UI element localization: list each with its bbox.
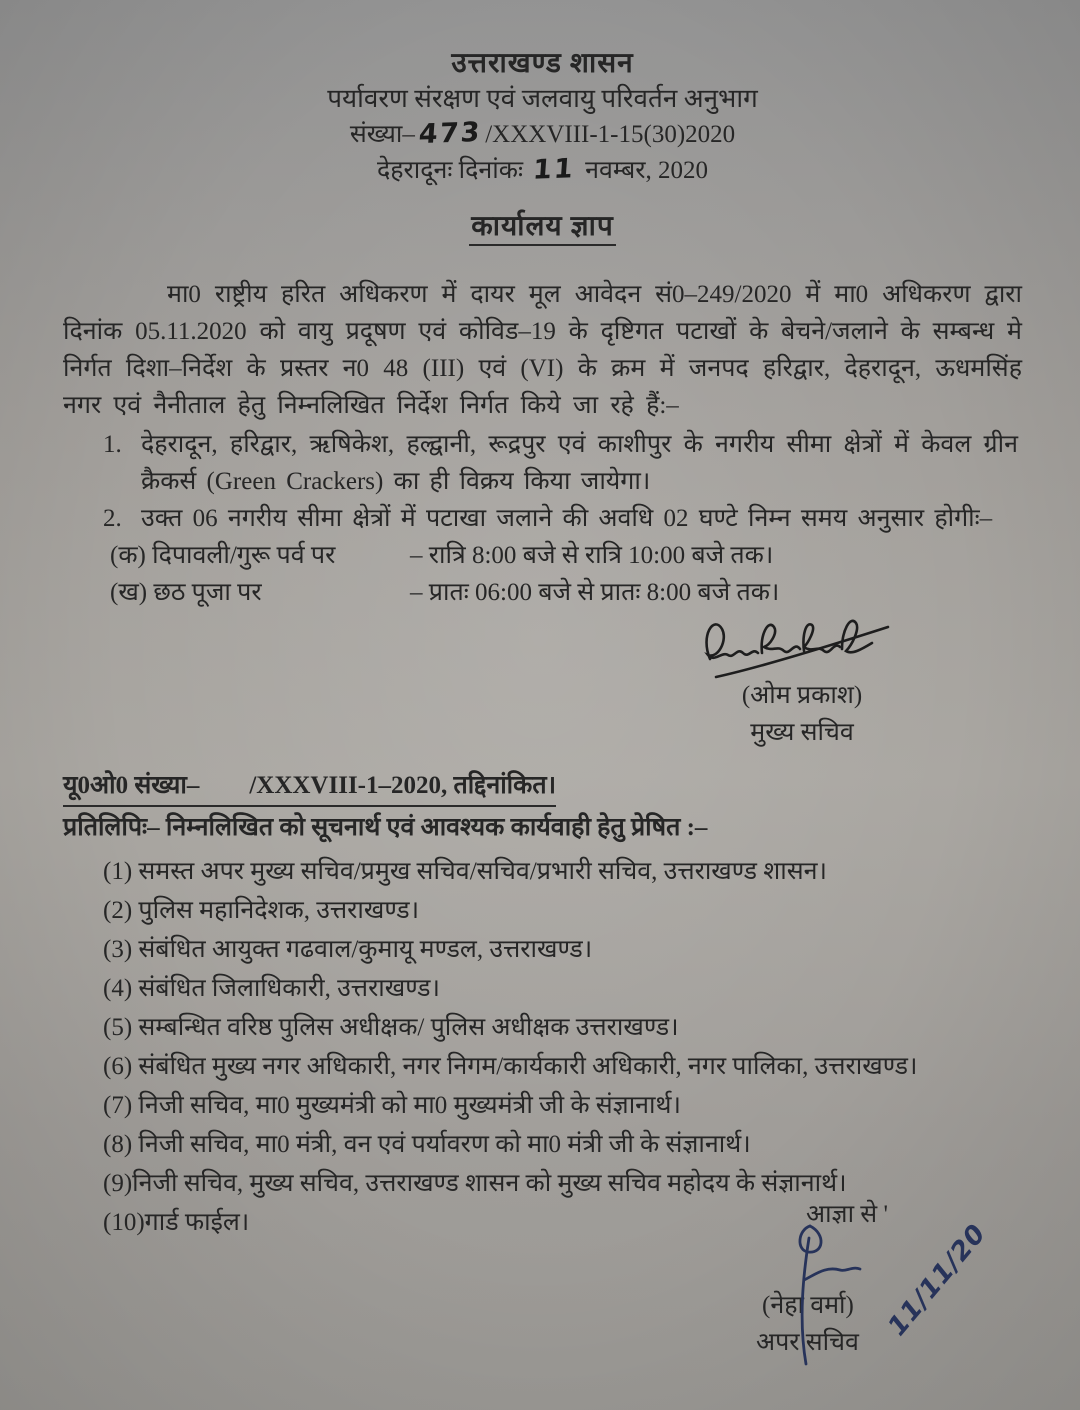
directive-item (103, 426, 1022, 500)
timing-value: – रात्रि 8:00 बजे से रात्रि 10:00 बजे तक। (410, 542, 774, 569)
by-order-text: आज्ञा से ' (806, 1201, 888, 1228)
signatory-designation: मुख्य सचिव (750, 719, 854, 746)
chief-secretary-signature-block (652, 605, 952, 751)
directive-list (103, 426, 1022, 537)
document-header (63, 46, 1022, 188)
government-name: उत्तराखण्ड शासन (451, 48, 634, 79)
copy-recipient: (6) संबंधित मुख्य नगर अधिकारी, नगर निगम/कार्यकारी अधिकारी, नगर पालिका, उत्तराखण्ड। (103, 1053, 918, 1080)
directive-text: उक्त 06 नगरीय सीमा क्षेत्रों में पटाखा जलाने की अवधि 02 घण्टे निम्न समय अनुसार होगीः– (141, 505, 993, 532)
handwritten-number: 473 (417, 116, 483, 151)
title-text: कार्यालय ज्ञाप (469, 211, 616, 246)
date-suffix: नवम्बर, 2020 (585, 157, 709, 184)
copy-recipient: (3) संबंधित आयुक्त गढवाल/कुमायू मण्डल, उत्तराखण्ड। (103, 936, 593, 963)
copy-recipient: (5) सम्बन्धित वरिष्ठ पुलिस अधीक्षक/ पुलिस अधीक्षक उत्तराखण्ड। (103, 1014, 679, 1041)
copy-recipient: (8) निजी सचिव, मा0 मंत्री, वन एवं पर्यावरण को मा0 मंत्री जी के संज्ञानार्थ। (103, 1131, 751, 1158)
directive-number: 2. (103, 505, 122, 532)
handwritten-signature-date: 11/11/20 (882, 1218, 993, 1342)
department-name: पर्यावरण संरक्षण एवं जलवायु परिवर्तन अनुभाग (327, 84, 758, 113)
copy-recipient: (9)निजी सचिव, मुख्य सचिव, उत्तराखण्ड शासन को मुख्य सचिव महोदय के संज्ञानार्थ। (103, 1170, 847, 1197)
uo-number-line: यू0ओ0 संख्या– /XXXVIII-1–2020, तद्दिनांकित। (63, 767, 556, 807)
timing-label: (क) दिपावली/गुरू पर्व पर (110, 542, 336, 569)
copy-forwarding-line: प्रतिलिपिः– निम्नलिखित को सूचनार्थ एवं आवश्यक कार्यवाही हेतु प्रेषित :– (63, 814, 708, 841)
copy-recipient: (2) पुलिस महानिदेशक, उत्तराखण्ड। (103, 897, 420, 924)
directive-item (103, 500, 1022, 537)
document-title (63, 208, 1022, 246)
copy-recipient: (7) निजी सचिव, मा0 मुख्यमंत्री को मा0 मुख्यमंत्री जी के संज्ञानार्थ। (103, 1092, 681, 1119)
copy-recipient: (1) समस्त अपर मुख्य सचिव/प्रमुख सचिव/सचिव/प्रभारी सचिव, उत्तराखण्ड शासन। (103, 858, 827, 885)
copy-recipient: (4) संबंधित जिलाधिकारी, उत्तराखण्ड। (103, 975, 440, 1002)
place-date-prefix: देहरादूनः दिनांकः (376, 157, 524, 184)
number-suffix: /XXXVIII-1-15(30)2020 (485, 121, 736, 148)
timing-list (110, 537, 1022, 611)
signatory-name: (नेहा वर्मा) (762, 1292, 854, 1319)
directive-number: 1. (103, 431, 122, 458)
number-prefix: संख्या– (349, 121, 415, 148)
signatory-designation: अपर सचिव (756, 1329, 859, 1356)
copy-recipient: (10)गार्ड फाईल। (103, 1209, 250, 1236)
place-date-line (63, 152, 1022, 188)
additional-secretary-signature-block (756, 1196, 1002, 1361)
timing-value: – प्रातः 06:00 बजे से प्रातः 8:00 बजे तक। (410, 579, 780, 606)
copy-recipient-list (103, 854, 1022, 1241)
timing-label: (ख) छठ पूजा पर (110, 579, 262, 606)
signatory-name: (ओम प्रकाश) (741, 682, 863, 709)
body-paragraph: मा0 राष्ट्रीय हरित अधिकरण में दायर मूल आवेदन सं0–249/2020 में मा0 अधिकरण द्वारा दिनांक 05.11.2020 को वायु प्रदूषण एवं कोविड–19 के दृष्टिगत पटाखों के बेचने/जलाने के सम्बन्ध मे निर्गत दिशा–निर्देश के प्रस्तर न0 48 (III) एवं (VI) के क्रम में जनपद हरिद्वार, देहरादून, ऊधमसिंह नगर एवं नैनीताल हेतु निम्नलिखित निर्देश निर्गत किये जा रहे हैं:– (63, 281, 1022, 419)
reference-number-line (63, 116, 1022, 152)
handwritten-date: 11 (532, 153, 577, 186)
timing-row (110, 537, 1022, 574)
directive-text: देहरादून, हरिद्वार, ऋषिकेश, हल्द्वानी, रूद्रपुर एवं काशीपुर के नगरीय सीमा क्षेत्रों में केवल ग्रीन क्रैकर्स (Green Crackers) का ही विक्रय किया जायेगा। (141, 431, 1018, 495)
